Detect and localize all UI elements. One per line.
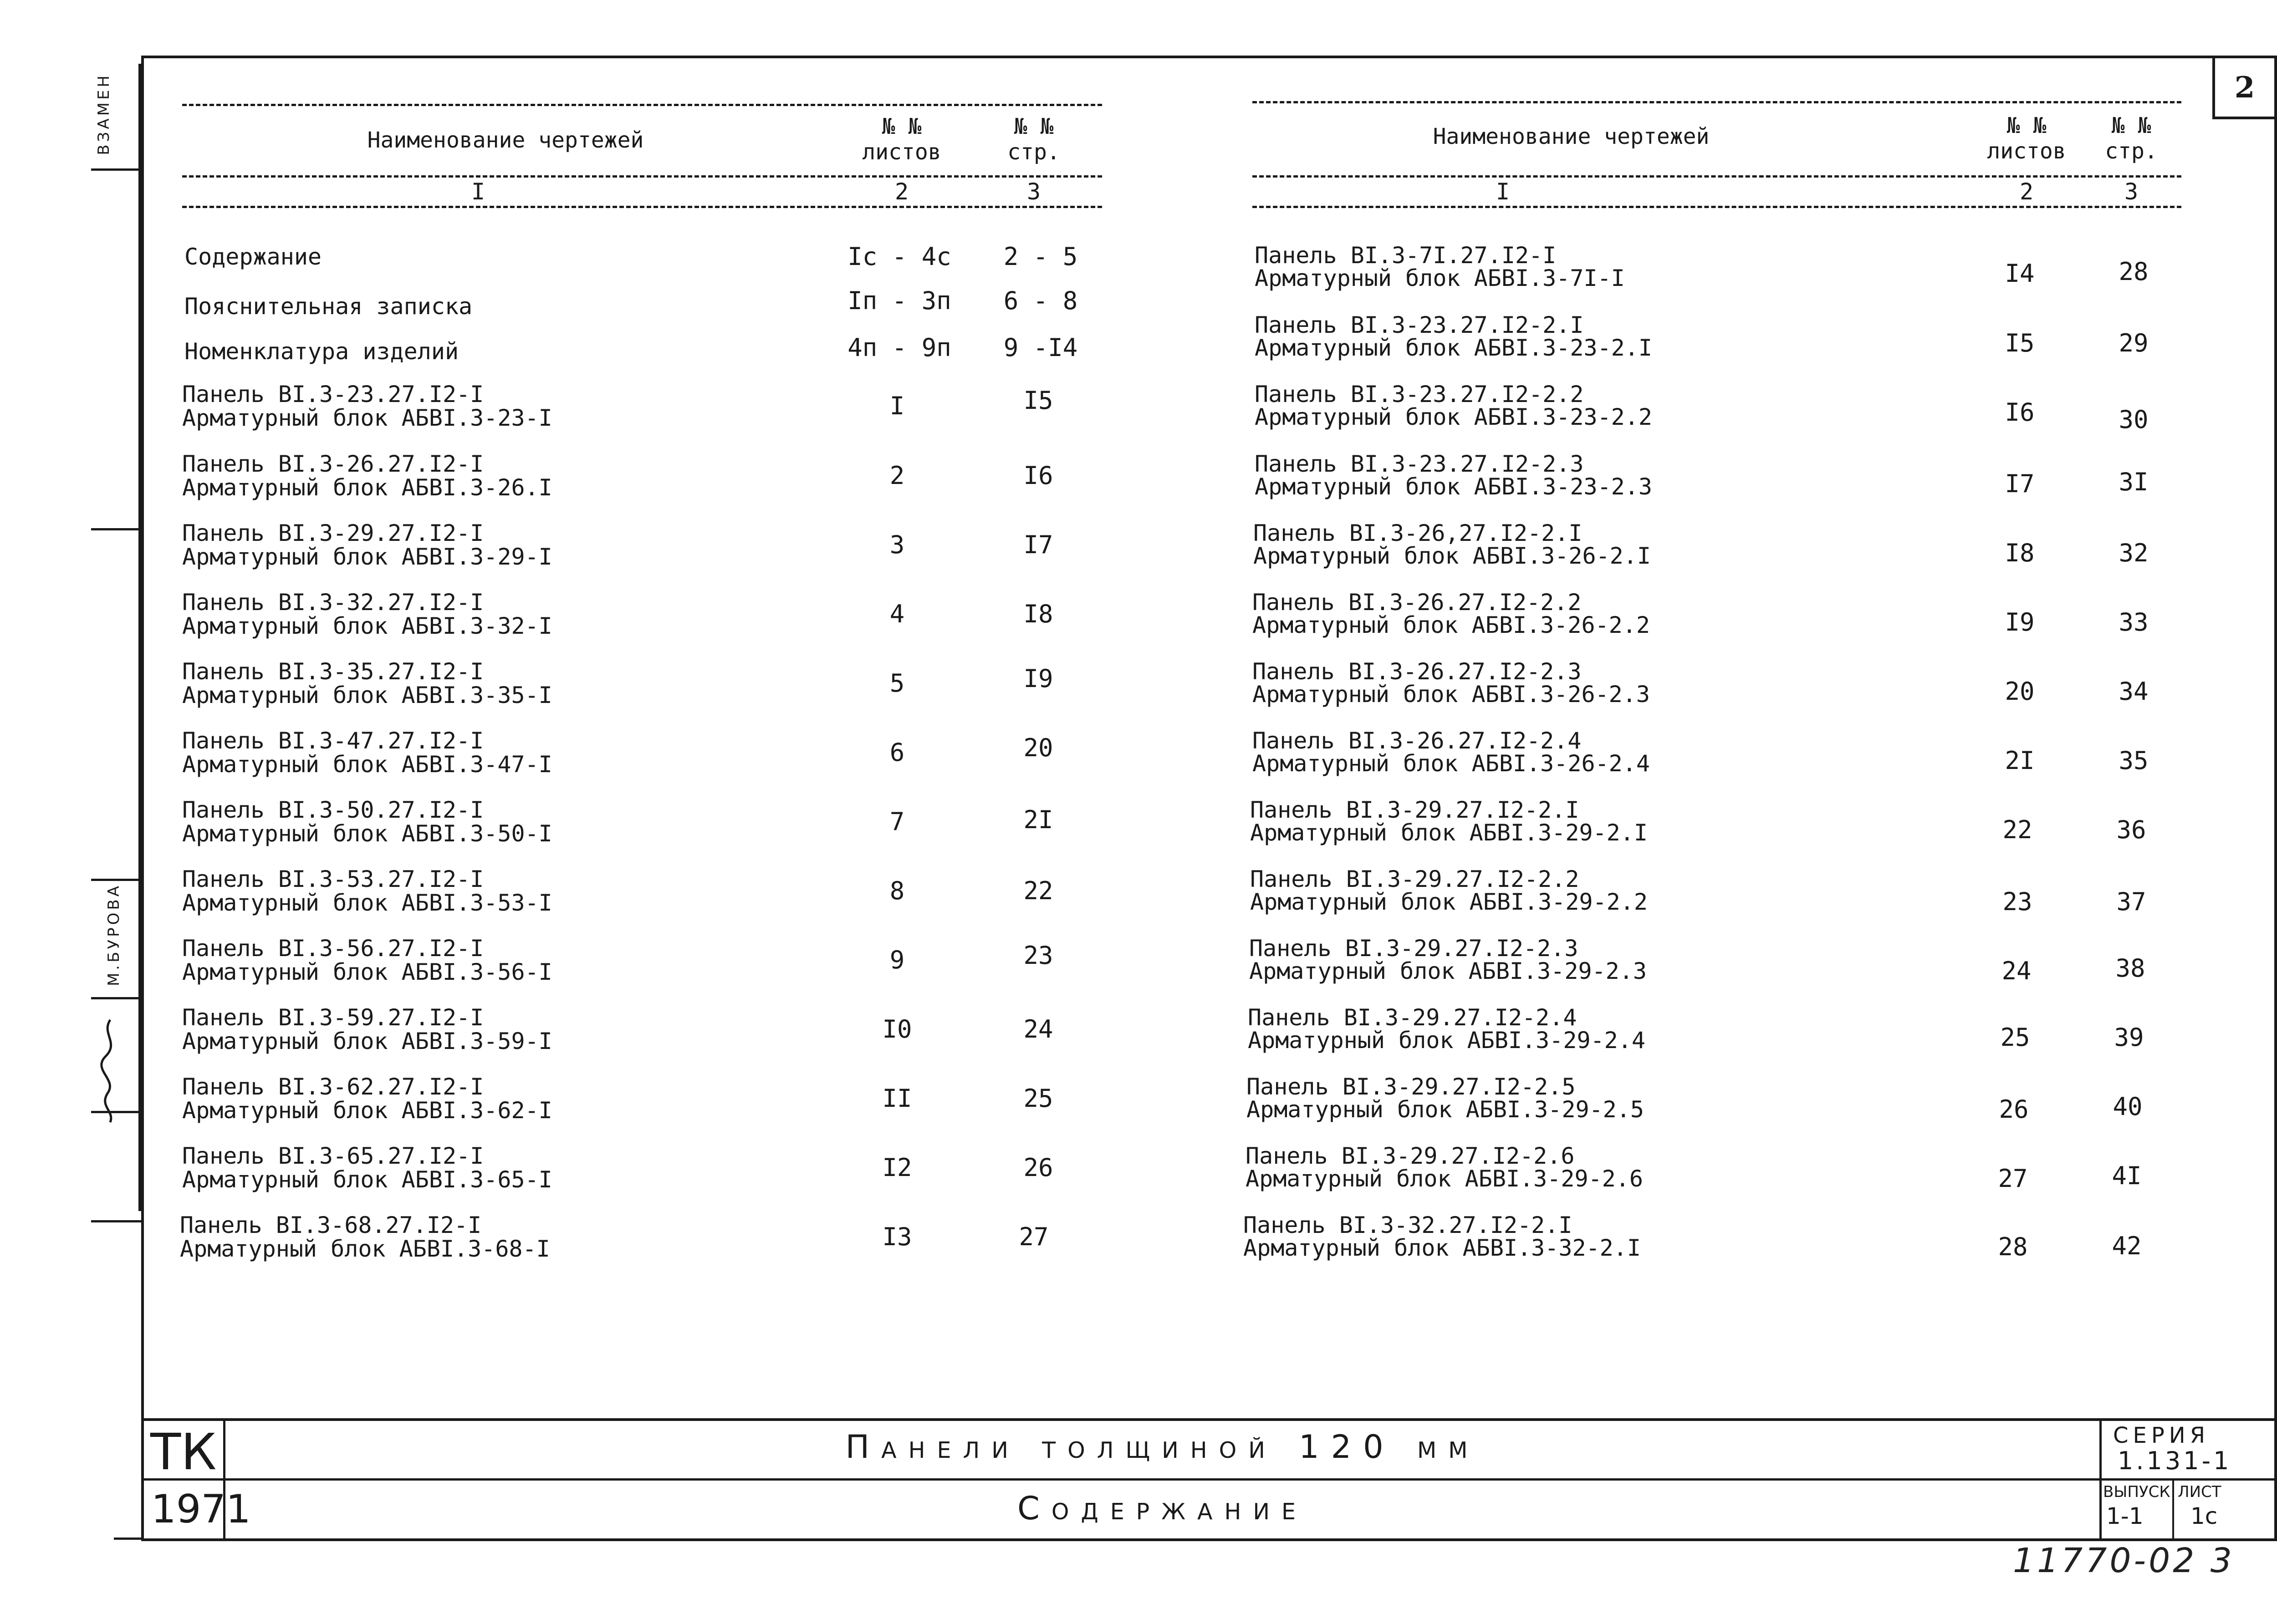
drawing-name: Панель ВI.3-32.27.I2-I [182, 589, 484, 616]
margin-label-name: М.БУРОВА [105, 883, 123, 987]
drawing-name: Панель ВI.3-26.27.I2-2.2 [1252, 589, 1582, 616]
drawing-name: Панель ВI.3-26,27.I2-2.I [1253, 520, 1583, 546]
sheet-number: 5 [889, 669, 905, 697]
drawing-name: Панель ВI.3-23.27.I2-2.I [1255, 312, 1584, 338]
sheet-number: 24 [2001, 957, 2032, 985]
margin-tick [91, 528, 141, 530]
page-number: 20 [1023, 733, 1053, 762]
column-number-1: I [471, 178, 485, 205]
sheet-number: I0 [882, 1015, 912, 1044]
page-number: 3I [2119, 468, 2149, 496]
margin-tick [91, 1220, 141, 1222]
sheet-number: II [882, 1084, 912, 1113]
drawing-subtitle: Содержание [1017, 1490, 1307, 1527]
drawing-subname: Арматурный блок АБВI.3-53-I [182, 890, 552, 916]
margin-tick [91, 879, 141, 881]
header-sheets: № № листов [862, 114, 941, 165]
drawing-subname: Арматурный блок АБВI.3-68-I [180, 1236, 550, 1262]
archive-number: 11770-02 3 [2013, 1541, 2235, 1580]
drawing-subname: Арматурный блок АБВI.3-29-I [182, 544, 552, 570]
drawing-subname: Арматурный блок АБВI.3-29-2.2 [1250, 889, 1648, 915]
sheet-number: 8 [889, 876, 905, 905]
drawing-subname: Арматурный блок АБВI.3-29-2.I [1250, 820, 1648, 846]
sheet-number: I4 [2005, 259, 2035, 288]
title-block-divider [2172, 1481, 2174, 1541]
sheet-number: 4 [889, 600, 905, 628]
column-number-1: I [1496, 178, 1510, 205]
drawing-subname: Арматурный блок АБВI.3-47-I [182, 751, 552, 778]
page-number: 42 [2112, 1232, 2142, 1260]
drawing-name: Номенклатура изделий [184, 338, 459, 365]
series-label: СЕРИЯ [2113, 1423, 2210, 1448]
drawing-name: Панель ВI.3-56.27.I2-I [182, 935, 484, 962]
page-number: 23 [1023, 941, 1053, 970]
drawing-name: Панель ВI.3-50.27.I2-I [182, 797, 484, 823]
drawing-subname: Арматурный блок АБВI.3-50-I [182, 820, 552, 847]
page-number: 24 [1023, 1015, 1053, 1044]
series-value: 1.131-1 [2118, 1446, 2232, 1475]
drawing-name: Панель ВI.3-68.27.I2-I [180, 1212, 482, 1238]
drawing-name: Панель ВI.3-7I.27.I2-I [1255, 242, 1557, 269]
sheet-number: 23 [2002, 887, 2032, 916]
page-number: I6 [1023, 461, 1053, 490]
drawing-name: Панель ВI.3-23.27.I2-2.3 [1255, 451, 1584, 477]
table-row [180, 1212, 1049, 1332]
header-pages: № № стр. [2105, 113, 2158, 164]
drawing-subname: Арматурный блок АБВI.3-56-I [182, 959, 552, 985]
page-number: 9 -I4 [1003, 333, 1078, 362]
drawing-name: Панель ВI.3-29.27.I2-2.3 [1249, 935, 1578, 962]
drawing-subname: Арматурный блок АБВI.3-32-I [182, 613, 552, 639]
drawing-subname: Арматурный блок АБВI.3-29-2.5 [1246, 1096, 1644, 1123]
drawing-name: Панель ВI.3-53.27.I2-I [182, 866, 484, 892]
title-block [141, 1418, 2277, 1541]
page-number: 4I [2112, 1161, 2142, 1190]
page-number: I5 [1023, 386, 1053, 415]
sheet-number: I9 [2005, 608, 2035, 636]
issue-label: ВЫПУСК [2103, 1483, 2170, 1501]
drawing-subname: Арматурный блок АБВI.3-23-2.3 [1255, 473, 1652, 500]
drawing-name: Панель ВI.3-29.27.I2-I [182, 520, 484, 546]
drawing-subname: Арматурный блок АБВI.3-35-I [182, 682, 552, 708]
sheet-number: 26 [1999, 1095, 2029, 1124]
page-number: 28 [2119, 257, 2149, 286]
sheet-number: I8 [2005, 539, 2035, 567]
drawing-name: Панель ВI.3-26.27.I2-2.4 [1252, 728, 1582, 754]
drawing-name: Панель ВI.3-65.27.I2-I [182, 1143, 484, 1169]
sheet-number: I6 [2005, 398, 2035, 427]
page-number: 39 [2114, 1023, 2144, 1052]
frame-extension [114, 1537, 141, 1540]
drawing-subname: Арматурный блок АБВI.3-26.I [182, 474, 552, 501]
sheet-number: 4п - 9п [847, 333, 951, 362]
page-number: 6 - 8 [1003, 286, 1078, 315]
drawing-name: Панель ВI.3-29.27.I2-2.6 [1246, 1143, 1575, 1169]
drawing-name: Панель ВI.3-29.27.I2-2.4 [1248, 1004, 1577, 1031]
drawing-subname: Арматурный блок АБВI.3-59-I [182, 1028, 552, 1054]
page-number: 26 [1023, 1153, 1053, 1182]
column-number-2: 2 [894, 178, 909, 205]
page-number: I7 [1023, 530, 1053, 559]
sheet-number: I2 [882, 1153, 912, 1182]
header-pages: № № стр. [1007, 114, 1060, 165]
page-number: I9 [1023, 664, 1053, 693]
margin-tick [91, 997, 141, 999]
margin-label-replace: ВЗАМЕН [95, 73, 113, 155]
page-number: 38 [2115, 954, 2145, 983]
drawing-subname: Арматурный блок АБВI.3-29-2.3 [1249, 958, 1647, 984]
drawing-subname: Арматурный блок АБВI.3-26-2.3 [1252, 681, 1650, 708]
sheet-number: Iс - 4с [847, 242, 951, 271]
header-bottom-rule [1252, 206, 2181, 208]
drawing-subname: Арматурный блок АБВI.3-26-2.I [1253, 543, 1651, 569]
page-number: 32 [2119, 539, 2149, 567]
drawing-subname: Арматурный блок АБВI.3-32-2.I [1243, 1235, 1641, 1261]
margin-tick [91, 168, 141, 171]
sheet-number: 7 [889, 807, 905, 836]
drawing-name: Содержание [184, 244, 322, 270]
header-name: Наименование чертежей [1433, 124, 1710, 149]
drawing-subname: Арматурный блок АБВI.3-65-I [182, 1166, 552, 1193]
sheet-number: 6 [889, 738, 905, 767]
sheet-number: 2 [889, 461, 905, 490]
drawing-name: Панель ВI.3-29.27.I2-2.5 [1246, 1074, 1576, 1100]
page-number: I8 [1023, 600, 1053, 628]
title-block-divider [2099, 1418, 2102, 1541]
sheet-number: 9 [889, 946, 905, 974]
sheet-number: Iп - 3п [847, 286, 951, 315]
page-number: 25 [1023, 1084, 1053, 1113]
drawing-name: Панель ВI.3-26.27.I2-I [182, 451, 484, 477]
sheet-number: I [889, 392, 905, 420]
page-number: 33 [2119, 608, 2149, 636]
year: 1971 [151, 1487, 251, 1532]
drawing-subname: Арматурный блок АБВI.3-26-2.4 [1252, 750, 1650, 777]
page-number: 27 [1019, 1222, 1049, 1251]
drawing-subname: Арматурный блок АБВI.3-62-I [182, 1097, 552, 1124]
drawing-subname: Арматурный блок АБВI.3-29-2.6 [1246, 1166, 1643, 1192]
column-number-3: 3 [2124, 178, 2139, 205]
table-row [1243, 1212, 2142, 1332]
sheet-number: 25 [2000, 1023, 2030, 1052]
drawing-name: Панель ВI.3-23.27.I2-I [182, 381, 484, 407]
header-name: Наименование чертежей [367, 127, 644, 153]
drawing-subname: Арматурный блок АБВI.3-26-2.2 [1252, 612, 1650, 638]
drawing-subname: Арматурный блок АБВI.3-7I-I [1255, 265, 1625, 291]
page-number: 36 [2116, 815, 2146, 844]
page-number: 37 [2116, 887, 2146, 916]
sheet-corner-number: 2 [2212, 56, 2277, 119]
sheet-number: 27 [1998, 1164, 2028, 1193]
org-code: ТК [150, 1423, 217, 1481]
title-block-top-rule [141, 1418, 2277, 1421]
page-number: 35 [2119, 746, 2149, 775]
drawing-name: Панель ВI.3-29.27.I2-2.I [1250, 797, 1579, 823]
sheet-number: 22 [2002, 815, 2032, 844]
header-top-rule [182, 104, 1102, 106]
page-number: 2 - 5 [1003, 242, 1078, 271]
drawing-name: Панель ВI.3-62.27.I2-I [182, 1074, 484, 1100]
header-mid-rule [182, 175, 1102, 178]
margin-line [138, 64, 141, 1211]
page-number: 40 [2113, 1092, 2143, 1121]
sheet-number: I3 [882, 1222, 912, 1251]
drawing-name: Панель ВI.3-59.27.I2-I [182, 1004, 484, 1031]
drawing-title: Панели толщиной 120 мм [845, 1428, 1480, 1466]
drawing-subname: Арматурный блок АБВI.3-23-2.I [1255, 335, 1652, 361]
signature-image [97, 1015, 124, 1125]
drawing-name: Панель ВI.3-29.27.I2-2.2 [1250, 866, 1579, 892]
sheet-number: I5 [2005, 329, 2035, 357]
page-number: 29 [2119, 329, 2149, 357]
header-top-rule [1252, 101, 2181, 103]
drawing-subname: Арматурный блок АБВI.3-23-2.2 [1255, 404, 1652, 430]
sheet-number: 20 [2005, 677, 2035, 706]
drawing-name: Панель ВI.3-26.27.I2-2.3 [1252, 658, 1582, 685]
sheet-value: 1с [2190, 1503, 2218, 1529]
title-block-mid-rule [141, 1478, 2277, 1481]
column-number-3: 3 [1026, 178, 1041, 205]
drawing-name: Панель ВI.3-32.27.I2-2.I [1243, 1212, 1572, 1238]
drawing-name: Панель ВI.3-47.27.I2-I [182, 728, 484, 754]
header-bottom-rule [182, 206, 1102, 208]
sheet-number: 28 [1998, 1232, 2028, 1261]
page-number: 22 [1023, 876, 1053, 905]
sheet-number: 2I [2005, 746, 2035, 775]
drawing-subname: Арматурный блок АБВI.3-23-I [182, 405, 552, 431]
sheet-number: 3 [889, 530, 905, 559]
column-number-2: 2 [2019, 178, 2034, 205]
sheet-label: ЛИСТ [2178, 1483, 2221, 1501]
page-number: 2I [1023, 805, 1053, 834]
sheet-number: I7 [2005, 469, 2035, 498]
header-sheets: № № листов [1987, 113, 2066, 164]
drawing-name: Панель ВI.3-23.27.I2-2.2 [1255, 381, 1584, 407]
issue-value: 1-1 [2106, 1503, 2144, 1529]
page-number: 30 [2119, 405, 2149, 434]
drawing-subname: Арматурный блок АБВI.3-29-2.4 [1248, 1027, 1645, 1054]
header-mid-rule [1252, 175, 2181, 178]
drawing-name: Пояснительная записка [184, 293, 473, 320]
drawing-name: Панель ВI.3-35.27.I2-I [182, 658, 484, 685]
page-number: 34 [2119, 677, 2149, 706]
